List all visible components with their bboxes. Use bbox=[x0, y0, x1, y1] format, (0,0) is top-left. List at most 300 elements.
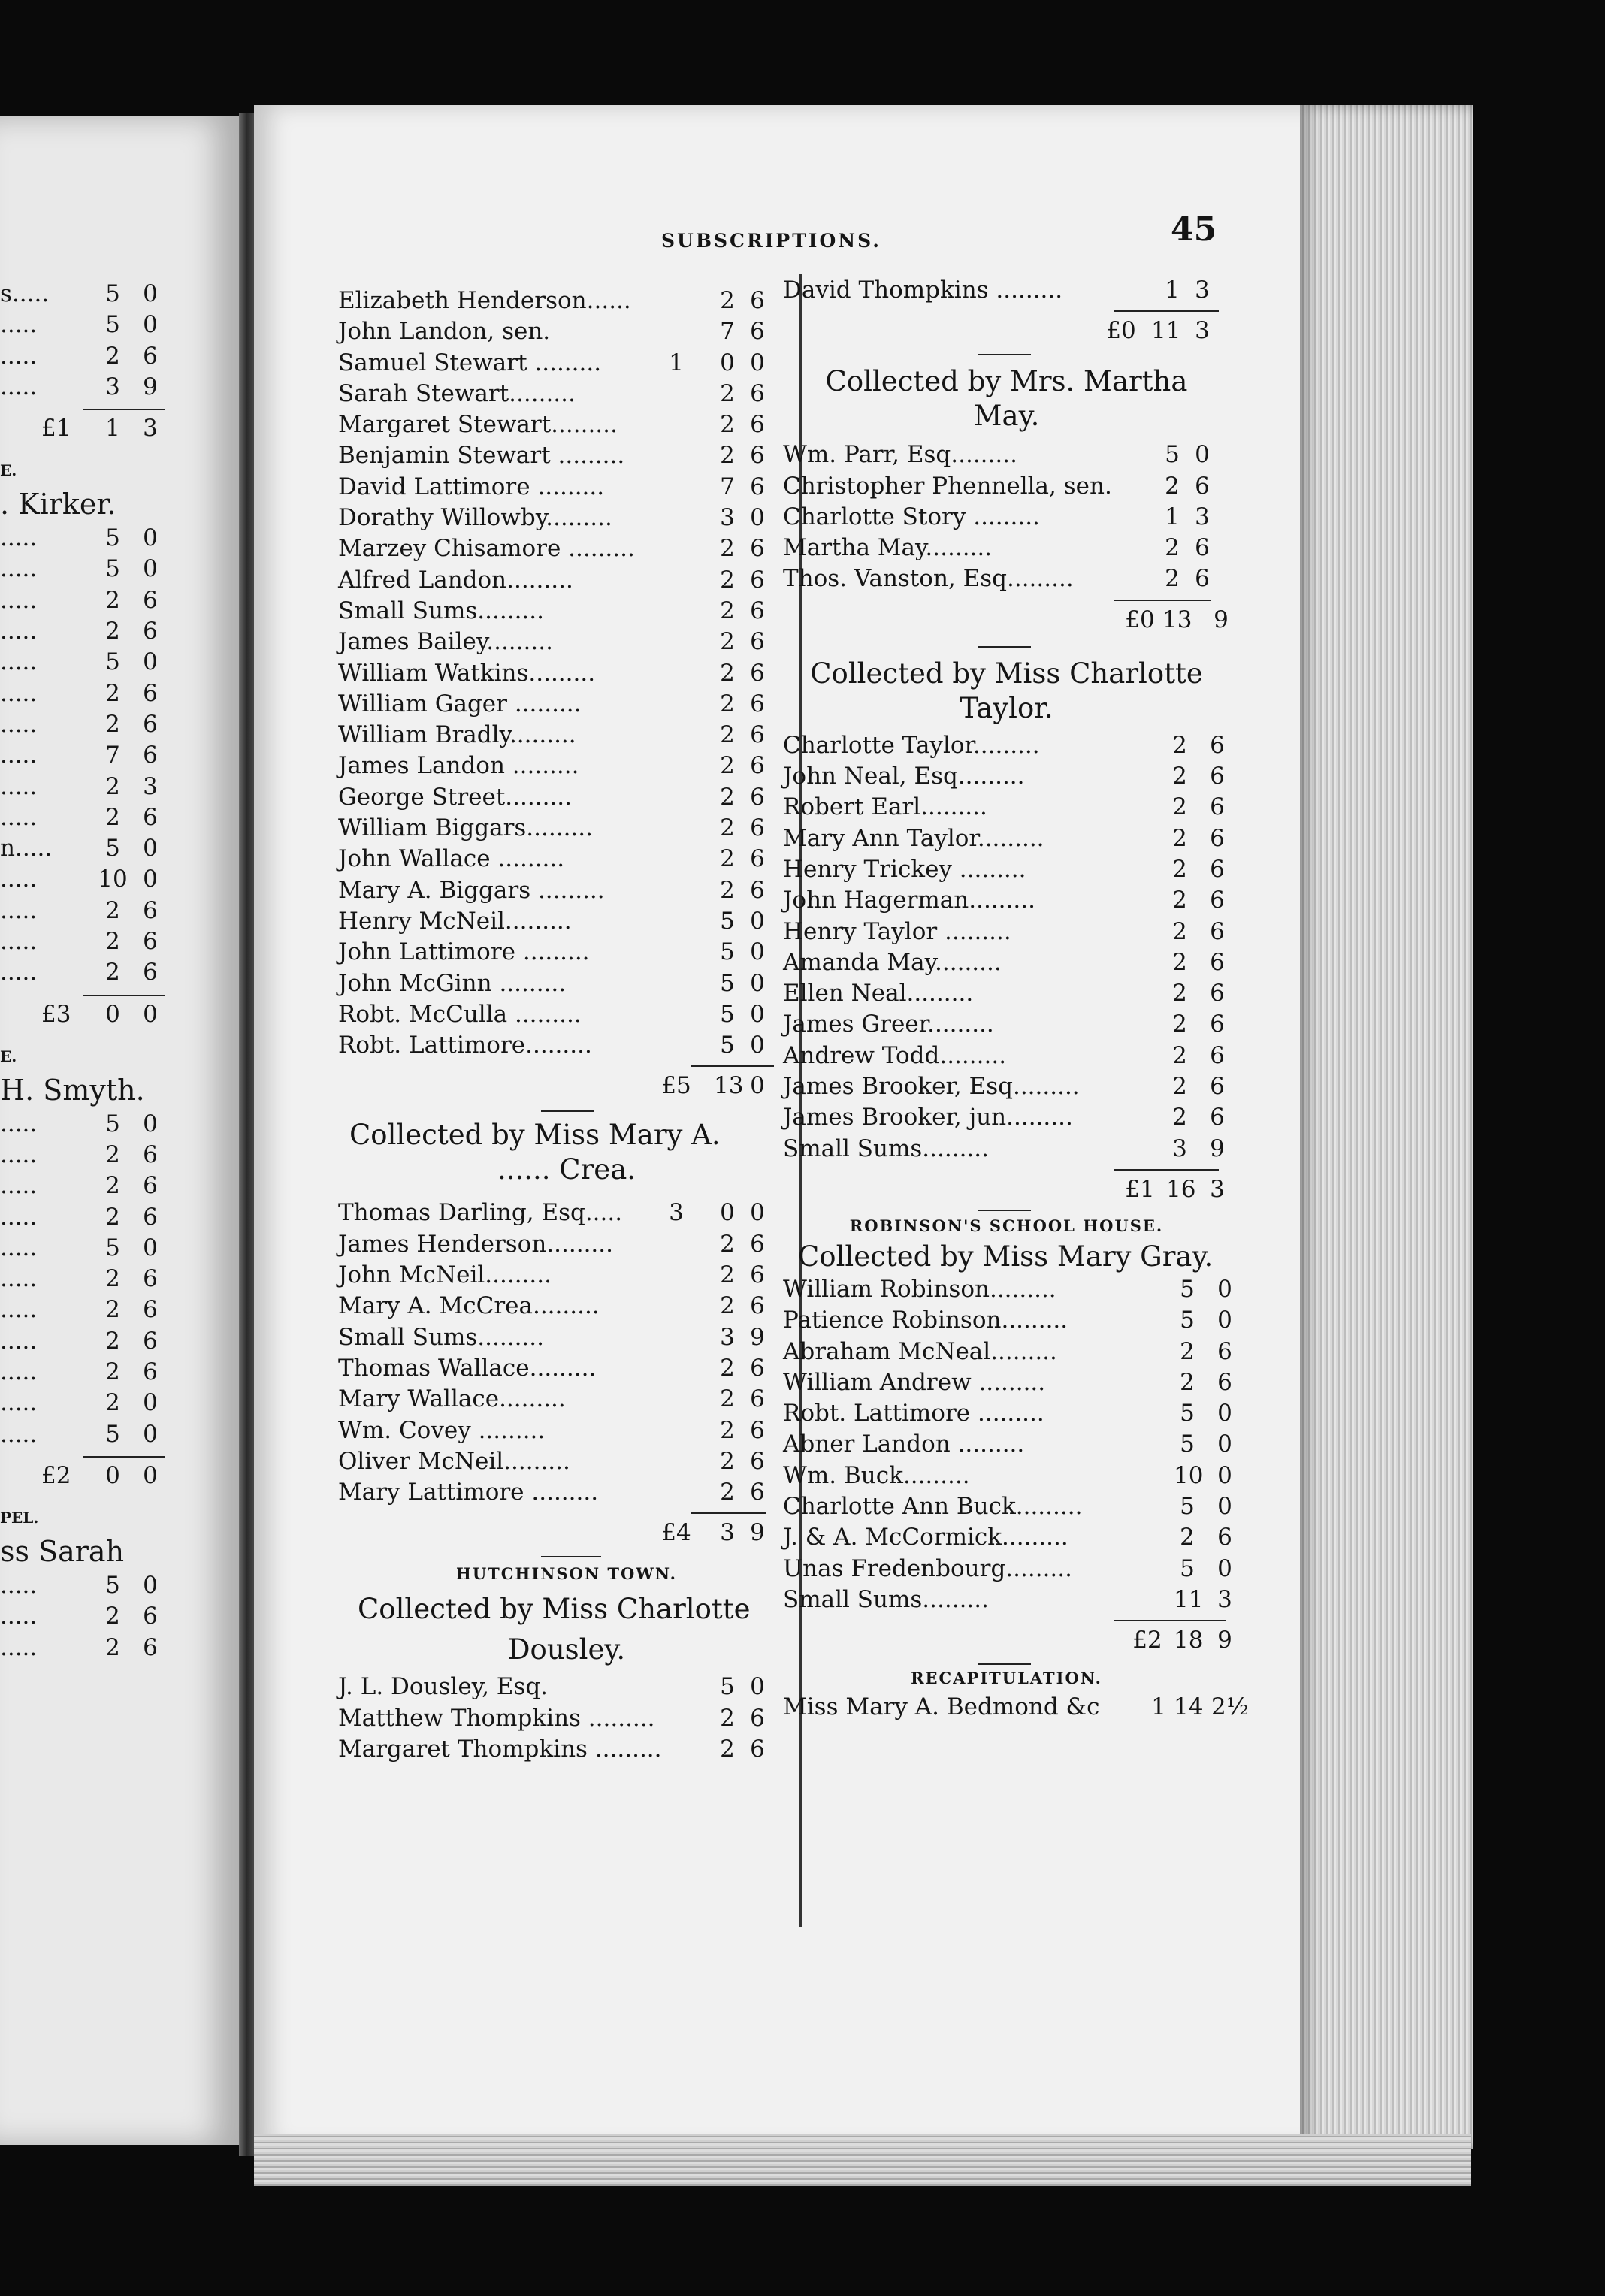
amount-shillings: 2 bbox=[1172, 793, 1187, 821]
contributor-name: Amanda May......... bbox=[783, 948, 1002, 976]
entry-row bbox=[783, 1398, 1230, 1429]
fragment-pence: 3 bbox=[143, 772, 158, 800]
entry-row bbox=[338, 472, 795, 503]
fragment-leader: ..... bbox=[0, 959, 38, 986]
section-total bbox=[783, 1621, 1230, 1659]
entry-row bbox=[338, 782, 795, 813]
fragment-pence: 6 bbox=[143, 1603, 158, 1630]
amount-pence: 0 bbox=[750, 969, 765, 997]
amount-pence: 6 bbox=[1210, 793, 1225, 821]
contributor-name: William Bradly......... bbox=[338, 721, 576, 749]
entry-row bbox=[338, 1260, 795, 1291]
contributor-name: Margaret Thompkins ......... bbox=[338, 1735, 662, 1763]
entry-row bbox=[783, 533, 1230, 563]
contributor-name: Charlotte Story ......... bbox=[783, 503, 1040, 530]
amount-shillings: 2 bbox=[720, 1479, 735, 1506]
fragment-pence: 6 bbox=[143, 710, 158, 738]
fragment-leader: n..... bbox=[0, 835, 53, 863]
entry-row bbox=[338, 1198, 795, 1228]
contributor-name: David Lattimore ......... bbox=[338, 473, 605, 500]
entry-row bbox=[783, 1491, 1230, 1522]
contributor-name: Unas Fredenbourg......... bbox=[783, 1554, 1072, 1582]
amount-pence: 0 bbox=[1217, 1493, 1232, 1521]
entry-row bbox=[783, 947, 1230, 978]
entry-row bbox=[783, 563, 1230, 594]
fragment-shillings: 2 bbox=[105, 928, 120, 956]
page-edges bbox=[1300, 105, 1473, 2149]
amount-shillings: 5 bbox=[1180, 1307, 1195, 1334]
fragment-leader: ..... bbox=[0, 648, 38, 676]
entry-row bbox=[338, 533, 795, 564]
fragment-shillings: 2 bbox=[105, 1203, 120, 1231]
amount-shillings: 2 bbox=[1172, 731, 1187, 759]
amount-pence: 0 bbox=[1217, 1307, 1232, 1334]
location-heading: RECAPITULATION. bbox=[911, 1669, 1102, 1688]
contributor-name: William Biggars......... bbox=[338, 814, 593, 842]
amount-shillings: 2 bbox=[1172, 1011, 1187, 1038]
contributor-name: Dorathy Willowby......... bbox=[338, 504, 612, 532]
amount-pence: 6 bbox=[1210, 1041, 1225, 1069]
amount-shillings: 7 bbox=[720, 473, 735, 500]
fragment-shillings: 2 bbox=[105, 1358, 120, 1386]
amount-shillings: 2 bbox=[720, 379, 735, 407]
entry-row bbox=[338, 813, 795, 844]
amount-shillings: 2 bbox=[720, 876, 735, 904]
total-pence: 9 bbox=[1217, 1627, 1232, 1654]
entry-row bbox=[338, 1030, 795, 1061]
left-page bbox=[0, 116, 239, 2145]
amount-shillings: 10 bbox=[1174, 1461, 1204, 1489]
section-total bbox=[338, 1514, 795, 1551]
amount-pence: 6 bbox=[1210, 1011, 1225, 1038]
entry-row bbox=[338, 440, 795, 471]
fragment-leader: ..... bbox=[0, 1420, 38, 1448]
amount-pence: 6 bbox=[750, 876, 765, 904]
contributor-name: Samuel Stewart ......... bbox=[338, 349, 602, 376]
fragment-pence: 0 bbox=[143, 1389, 158, 1417]
fragment-row bbox=[0, 1110, 225, 1141]
amount-shillings: 5 bbox=[720, 938, 735, 966]
fragment-total bbox=[0, 996, 225, 1032]
fragment-row bbox=[0, 1172, 225, 1203]
contributor-name: Ellen Neal......... bbox=[783, 980, 974, 1008]
amount-pence: 0 bbox=[750, 907, 765, 935]
amount-shillings: 2 bbox=[1172, 855, 1187, 883]
fragment-pence: 6 bbox=[143, 1140, 158, 1168]
entry-row bbox=[338, 409, 795, 440]
fragment-total-shillings: 0 bbox=[105, 1461, 120, 1489]
contributor-name: Robert Earl......... bbox=[783, 793, 987, 821]
contributor-name: Robt. McCulla ......... bbox=[338, 1000, 582, 1028]
amount-pence: 6 bbox=[750, 1261, 765, 1289]
contributor-name: Alfred Landon......... bbox=[338, 566, 573, 594]
fragment-leader: ..... bbox=[0, 555, 38, 583]
amount-pence: 3 bbox=[1195, 503, 1210, 530]
contributor-name: Robt. Lattimore ......... bbox=[783, 1400, 1044, 1427]
fragment-shillings: 2 bbox=[105, 959, 120, 986]
contributor-name: Abner Landon ......... bbox=[783, 1430, 1025, 1458]
amount-pence: 6 bbox=[750, 597, 765, 624]
fragment-leader: ..... bbox=[0, 710, 38, 738]
entry-row bbox=[783, 1274, 1230, 1305]
contributor-name: Thos. Vanston, Esq......... bbox=[783, 565, 1074, 593]
fragment-row bbox=[0, 311, 225, 342]
amount-shillings: 5 bbox=[720, 1032, 735, 1059]
entry-row bbox=[338, 1229, 795, 1260]
amount-shillings: 5 bbox=[1180, 1400, 1195, 1427]
entry-row bbox=[783, 275, 1230, 306]
separator-rule bbox=[541, 1556, 601, 1557]
amount-pence: 6 bbox=[750, 379, 765, 407]
amount-shillings: 2 bbox=[1165, 472, 1180, 500]
collector-heading: Taylor. bbox=[960, 691, 1053, 724]
amount-shillings: 2 bbox=[720, 721, 735, 749]
contributor-name: Abraham McNeal......... bbox=[783, 1337, 1057, 1365]
contributor-name: John Neal, Esq......... bbox=[783, 763, 1025, 790]
amount-pence: 6 bbox=[1210, 731, 1225, 759]
amount-shillings: 0 bbox=[720, 349, 735, 376]
fragment-shillings: 2 bbox=[105, 618, 120, 645]
fragment-leader: ..... bbox=[0, 311, 38, 339]
entry-row bbox=[338, 348, 795, 379]
amount-pence: 3 bbox=[1195, 276, 1210, 304]
amount-pence: 6 bbox=[750, 1292, 765, 1320]
entry-row bbox=[338, 285, 795, 316]
entry-row bbox=[783, 730, 1230, 761]
total-pence: 9 bbox=[1214, 606, 1229, 633]
entry-row bbox=[783, 1429, 1230, 1460]
amount-shillings: 2 bbox=[720, 1735, 735, 1763]
contributor-name: James Henderson......... bbox=[338, 1230, 613, 1258]
fragment-pence: 6 bbox=[143, 896, 158, 924]
contributor-name: Small Sums......... bbox=[783, 1134, 989, 1162]
amount-pounds: 1 bbox=[669, 349, 684, 376]
fragment-shillings: 2 bbox=[105, 1633, 120, 1661]
column-one bbox=[338, 285, 795, 1765]
fragment-leader: ..... bbox=[0, 742, 38, 769]
amount-pence: 6 bbox=[1195, 565, 1210, 593]
entry-row bbox=[338, 751, 795, 781]
fragment-pence: 6 bbox=[143, 618, 158, 645]
amount-shillings: 2 bbox=[720, 597, 735, 624]
amount-shillings: 2 bbox=[720, 1354, 735, 1382]
fragment-row bbox=[0, 1634, 225, 1665]
amount-shillings: 2 bbox=[1180, 1524, 1195, 1551]
contributor-name: Mary Lattimore ......... bbox=[338, 1479, 599, 1506]
amount-pence: 0 bbox=[1217, 1461, 1232, 1489]
fragment-pence: 0 bbox=[143, 311, 158, 339]
fragment-leader: ..... bbox=[0, 342, 38, 370]
amount-shillings: 14 bbox=[1174, 1693, 1204, 1721]
fragment-shillings: 2 bbox=[105, 1296, 120, 1324]
fragment-total bbox=[0, 410, 225, 446]
amount-pence: 0 bbox=[750, 938, 765, 966]
entry-row bbox=[783, 854, 1230, 885]
contributor-name: James Brooker, Esq......... bbox=[783, 1073, 1080, 1101]
amount-shillings: 2 bbox=[720, 1261, 735, 1289]
fragment-row bbox=[0, 742, 225, 772]
location-heading: ROBINSON'S SCHOOL HOUSE. bbox=[849, 1216, 1164, 1235]
amount-shillings: 1 bbox=[1165, 503, 1180, 530]
fragment-leader: ..... bbox=[0, 866, 38, 893]
fragment-row bbox=[0, 804, 225, 835]
amount-shillings: 5 bbox=[1180, 1275, 1195, 1303]
entry-row bbox=[783, 1585, 1230, 1615]
contributor-name: John Landon, sen. bbox=[338, 318, 551, 346]
amount-shillings: 3 bbox=[720, 504, 735, 532]
amount-pence: 6 bbox=[750, 1230, 765, 1258]
fragment-leader: ..... bbox=[0, 1633, 38, 1661]
fragment-pence: 6 bbox=[143, 928, 158, 956]
fragment-pence: 0 bbox=[143, 1571, 158, 1599]
contributor-name: Christopher Phennella, sen. bbox=[783, 472, 1112, 500]
location-heading: HUTCHINSON TOWN. bbox=[456, 1564, 677, 1584]
contributor-name: William Gager ......... bbox=[338, 690, 582, 718]
amount-shillings: 2 bbox=[1172, 1104, 1187, 1131]
fragment-total-shillings: 0 bbox=[105, 1000, 120, 1028]
entry-row bbox=[338, 565, 795, 596]
contributor-name: Small Sums......... bbox=[338, 1323, 544, 1351]
amount-shillings: 2 bbox=[720, 411, 735, 439]
section-total bbox=[783, 1171, 1230, 1208]
contributor-name: Charlotte Ann Buck......... bbox=[783, 1493, 1083, 1521]
fragment-row bbox=[0, 1421, 225, 1452]
running-header: SUBSCRIPTIONS. bbox=[661, 230, 882, 252]
contributor-name: Martha May......... bbox=[783, 534, 993, 562]
fragment-leader: ..... bbox=[0, 896, 38, 924]
amount-shillings: 2 bbox=[1172, 824, 1187, 852]
contributor-name: Andrew Todd......... bbox=[783, 1041, 1007, 1069]
fragment-row bbox=[0, 1204, 225, 1234]
entry-row bbox=[338, 1353, 795, 1384]
fragment-leader: ..... bbox=[0, 1110, 38, 1137]
collector-heading: Collected by Miss Charlotte bbox=[358, 1593, 751, 1626]
fragment-pence: 9 bbox=[143, 373, 158, 400]
fragment-row bbox=[0, 1234, 225, 1265]
fragment-pence: 6 bbox=[143, 959, 158, 986]
entry-row bbox=[783, 1071, 1230, 1102]
fragment-row bbox=[0, 1603, 225, 1633]
amount-pence: 6 bbox=[750, 659, 765, 687]
amount-pence: 0 bbox=[750, 349, 765, 376]
amount-pence: 6 bbox=[1217, 1337, 1232, 1365]
entry-row bbox=[338, 658, 795, 689]
fragment-pence: 6 bbox=[143, 1327, 158, 1355]
fragment-leader: ..... bbox=[0, 1389, 38, 1417]
amount-shillings: 11 bbox=[1174, 1585, 1204, 1613]
fragment-pence: 6 bbox=[143, 1172, 158, 1200]
contributor-name: John Wallace ......... bbox=[338, 845, 565, 873]
separator-rule bbox=[978, 1210, 1031, 1211]
amount-shillings: 2 bbox=[720, 287, 735, 314]
amount-shillings: 2 bbox=[1172, 1041, 1187, 1069]
entry-row bbox=[338, 1384, 795, 1415]
amount-pence: 6 bbox=[1210, 763, 1225, 790]
amount-shillings: 2 bbox=[720, 1292, 735, 1320]
fragment-shillings: 2 bbox=[105, 710, 120, 738]
amount-pence: 6 bbox=[750, 721, 765, 749]
fragment-leader: ..... bbox=[0, 524, 38, 552]
fragment-heading: H. Smyth. bbox=[0, 1073, 145, 1107]
fragment-row bbox=[0, 773, 225, 804]
amount-shillings: 2 bbox=[720, 845, 735, 873]
fragment-leader: ..... bbox=[0, 1571, 38, 1599]
contributor-name: David Thompkins ......... bbox=[783, 276, 1063, 304]
fragment-shillings: 2 bbox=[105, 1140, 120, 1168]
amount-shillings: 5 bbox=[720, 1673, 735, 1701]
contributor-name: Patience Robinson......... bbox=[783, 1307, 1068, 1334]
amount-shillings: 2 bbox=[1165, 534, 1180, 562]
total-shillings: 16 bbox=[1166, 1175, 1196, 1203]
amount-pence: 6 bbox=[750, 318, 765, 346]
entry-row bbox=[338, 720, 795, 751]
amount-shillings: 2 bbox=[720, 535, 735, 563]
fragment-row bbox=[0, 555, 225, 586]
contributor-name: George Street......... bbox=[338, 783, 572, 811]
amount-pence: 6 bbox=[750, 287, 765, 314]
fragment-pence: 0 bbox=[143, 835, 158, 863]
fragment-row bbox=[0, 618, 225, 648]
fragment-row bbox=[0, 343, 225, 373]
total-shillings: 13 bbox=[714, 1072, 744, 1100]
collector-heading: ...... Crea. bbox=[497, 1153, 636, 1186]
fragment-leader: ..... bbox=[0, 772, 38, 800]
entry-row bbox=[783, 1461, 1230, 1491]
contributor-name: Mary A. Biggars ......... bbox=[338, 876, 605, 904]
amount-pence: 6 bbox=[750, 783, 765, 811]
amount-shillings: 2 bbox=[720, 1230, 735, 1258]
fragment-shillings: 5 bbox=[105, 648, 120, 676]
contributor-name: John Hagerman......... bbox=[783, 887, 1035, 914]
amount-shillings: 2 bbox=[1172, 948, 1187, 976]
contributor-name: William Robinson......... bbox=[783, 1275, 1056, 1303]
total-pence: 9 bbox=[750, 1519, 765, 1547]
entry-row bbox=[783, 502, 1230, 533]
entry-row bbox=[338, 968, 795, 999]
contributor-name: Mary Wallace......... bbox=[338, 1385, 566, 1413]
entry-row bbox=[338, 1703, 795, 1734]
fragment-pence: 0 bbox=[143, 1420, 158, 1448]
contributor-name: Henry McNeil......... bbox=[338, 907, 572, 935]
fragment-total-shillings: 1 bbox=[105, 415, 120, 443]
fragment-heading: PEL. bbox=[0, 1508, 39, 1527]
amount-pence: 6 bbox=[750, 690, 765, 718]
fragment-leader: ..... bbox=[0, 1203, 38, 1231]
entry-row bbox=[338, 1672, 795, 1702]
total-pence: 3 bbox=[1195, 317, 1210, 345]
contributor-name: Wm. Covey ......... bbox=[338, 1416, 546, 1444]
fragment-total-pounds: £2 bbox=[41, 1461, 71, 1489]
fragment-row bbox=[0, 587, 225, 618]
entry-row bbox=[338, 999, 795, 1030]
amount-shillings: 2 bbox=[720, 659, 735, 687]
amount-pence: 6 bbox=[1210, 980, 1225, 1008]
fragment-pence: 0 bbox=[143, 1110, 158, 1137]
fragment-shillings: 2 bbox=[105, 803, 120, 831]
fragment-pence: 6 bbox=[143, 1203, 158, 1231]
contributor-name: Wm. Parr, Esq......... bbox=[783, 441, 1017, 469]
contributor-name: Marzey Chisamore ......... bbox=[338, 535, 635, 563]
entry-row bbox=[783, 792, 1230, 823]
collector-heading: May. bbox=[973, 400, 1040, 433]
contributor-name: William Watkins......... bbox=[338, 659, 596, 687]
fragment-pence: 6 bbox=[143, 803, 158, 831]
contributor-name: Charlotte Taylor......... bbox=[783, 731, 1040, 759]
fragment-row bbox=[0, 866, 225, 896]
fragment-shillings: 2 bbox=[105, 1172, 120, 1200]
amount-shillings: 2 bbox=[720, 1385, 735, 1413]
total-pence: 0 bbox=[750, 1072, 765, 1100]
collector-heading: Dousley. bbox=[507, 1633, 626, 1666]
amount-shillings: 2 bbox=[720, 1416, 735, 1444]
entry-row bbox=[338, 1415, 795, 1446]
entry-row bbox=[338, 844, 795, 875]
total-shillings: 13 bbox=[1162, 606, 1192, 633]
fragment-shillings: 10 bbox=[98, 866, 128, 893]
amount-shillings: 3 bbox=[720, 1323, 735, 1351]
amount-pence: 6 bbox=[750, 1416, 765, 1444]
entry-row bbox=[783, 917, 1230, 947]
amount-pence: 0 bbox=[1217, 1554, 1232, 1582]
total-shillings: 11 bbox=[1151, 317, 1181, 345]
entry-row bbox=[783, 1337, 1230, 1367]
total-pounds: £0 bbox=[1125, 606, 1155, 633]
amount-pence: 9 bbox=[1210, 1134, 1225, 1162]
fragment-leader: s..... bbox=[0, 280, 50, 307]
fragment-heading: . Kirker. bbox=[0, 488, 116, 521]
fragment-shillings: 2 bbox=[105, 1389, 120, 1417]
fragment-leader: ..... bbox=[0, 373, 38, 400]
fragment-row bbox=[0, 1141, 225, 1172]
fragment-row bbox=[0, 928, 225, 959]
fragment-shillings: 5 bbox=[105, 1234, 120, 1261]
total-shillings: 3 bbox=[720, 1519, 735, 1547]
separator-rule bbox=[978, 354, 1031, 355]
fragment-row bbox=[0, 373, 225, 404]
amount-shillings: 2 bbox=[720, 752, 735, 780]
amount-pence: 6 bbox=[750, 411, 765, 439]
amount-pence: 0 bbox=[1195, 441, 1210, 469]
entry-row bbox=[338, 1322, 795, 1353]
fragment-shillings: 7 bbox=[105, 742, 120, 769]
contributor-name: Small Sums......... bbox=[338, 597, 544, 624]
contributor-name: William Andrew ......... bbox=[783, 1368, 1046, 1396]
fragment-leader: ..... bbox=[0, 618, 38, 645]
amount-pence: 9 bbox=[750, 1323, 765, 1351]
fragment-leader: ..... bbox=[0, 1327, 38, 1355]
fragment-shillings: 2 bbox=[105, 586, 120, 614]
fragment-shillings: 5 bbox=[105, 1571, 120, 1599]
amount-shillings: 5 bbox=[1180, 1493, 1195, 1521]
fragment-leader: ..... bbox=[0, 586, 38, 614]
amount-pence: 6 bbox=[1217, 1524, 1232, 1551]
fragment-leader: ..... bbox=[0, 1140, 38, 1168]
amount-pence: 0 bbox=[750, 1673, 765, 1701]
fragment-shillings: 5 bbox=[105, 280, 120, 307]
fragment-shillings: 2 bbox=[105, 1603, 120, 1630]
fragment-row bbox=[0, 680, 225, 711]
entry-row bbox=[783, 1102, 1230, 1133]
amount-shillings: 3 bbox=[1172, 1134, 1187, 1162]
amount-shillings: 2 bbox=[720, 1704, 735, 1732]
fragment-row bbox=[0, 1296, 225, 1327]
amount-pence: 6 bbox=[750, 535, 765, 563]
entry-row bbox=[338, 906, 795, 937]
contributor-name: Elizabeth Henderson...... bbox=[338, 287, 631, 314]
collector-heading: Collected by Miss Charlotte bbox=[810, 657, 1203, 690]
contributor-name: John Lattimore ......... bbox=[338, 938, 590, 966]
fragment-total-pounds: £3 bbox=[41, 1000, 71, 1028]
